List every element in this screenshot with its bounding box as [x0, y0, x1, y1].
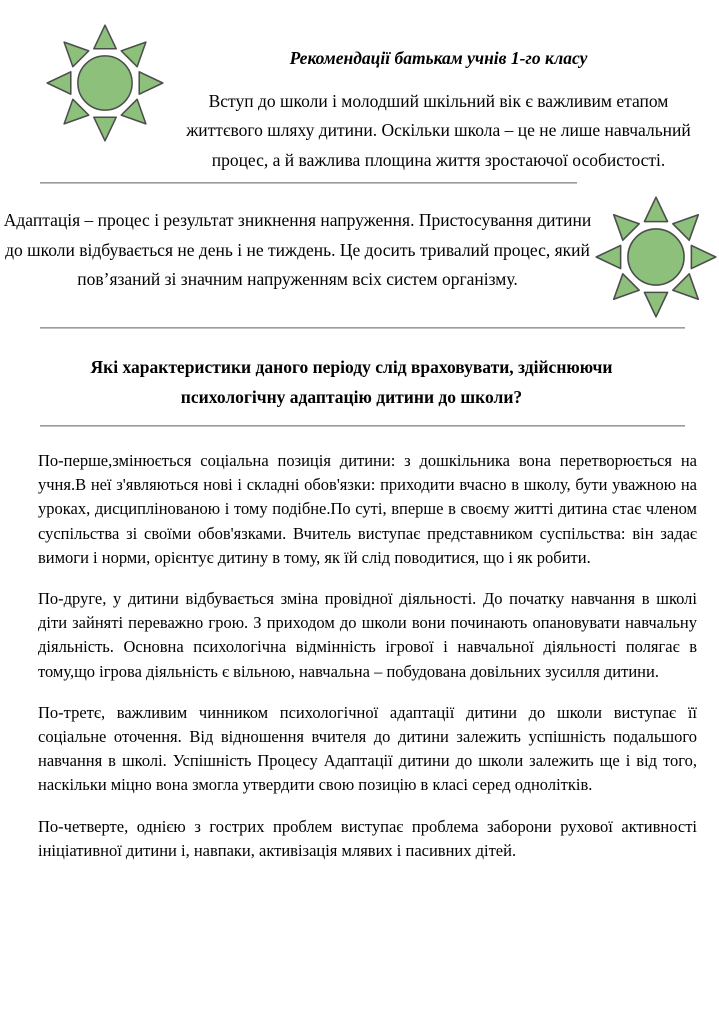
document-title: Рекомендації батькам учнів 1-го класу: [289, 48, 588, 68]
body-paragraph-second: По-друге, у дитини відбувається зміна провідної діяльності. До початку навчання в школі діти зайняті переважно грою. З приходом до школи вони починають опановувати навчальну діяльність. Основна психологічна відмінність ігрової і навчальної діяльності полягає в тому,що ігрова діяльність є вільною, навчальна – побудована довільних зусилля дитини.: [38, 589, 697, 681]
body-paragraph-first: По-перше,змінюється соціальна позиція дитини: з дошкільника вона перетворюється на учня.В неї з'являються нові і складні обов'язки: приходити вчасно в школу, бути уважною на уроках, дисциплінованою і тому подібне.По суті, вперше в своєму житті дитина стає членом суспільства зі своїми обов'язками. Вчитель виступає представником суспільства: він задає вимоги і норми, орієнтує дитину в тому, як їй слід поводитися, що і як робити.: [38, 451, 697, 567]
question-heading: Які характеристики даного періоду слід враховувати, здійснюючи психологічну адаптацію дитини до школи?: [90, 357, 613, 407]
sun-icon: [46, 24, 164, 142]
adaptation-section: [0, 204, 719, 318]
intro-paragraph: Вступ до школи і молодший шкільний вік є важливим етапом життєвого шляху дитини. Оскільки школа – це не лише навчальний процес, а й важлива площина життя зростаючої особистості.: [186, 90, 691, 170]
header-section: [0, 0, 719, 175]
section-divider-1: [40, 182, 577, 184]
body-section: [38, 449, 697, 863]
section-divider-2: [40, 327, 685, 329]
header-text-block: [164, 24, 719, 175]
body-paragraph-fourth: По-четверте, однією з гострих проблем виступає проблема заборони рухової активності ініціативної дитини і, навпаки, активізація млявих і пасивних дітей.: [38, 816, 697, 860]
adaptation-paragraph: Адаптація – процес і результат зникнення напруження. Пристосування дитини до школи відбувається не день і не тиждень. Це досить тривалий процес, який пов’язаний зі значним напруженням всіх систем організму.: [3, 210, 592, 289]
body-paragraph-third: По-третє, важливим чинником психологічної адаптації дитини до школи виступає її соціальне оточення. Від відношення вчителя до дитини залежить успішність подальшого навчання в школі. Успішність Процесу Адаптації дитини до школи залежить ще і від того, наскільки міцно вона змогла утвердити свою позицію в класі серед однолітків.: [38, 702, 697, 795]
section-divider-3: [40, 425, 685, 427]
sun-icon: [595, 196, 717, 318]
